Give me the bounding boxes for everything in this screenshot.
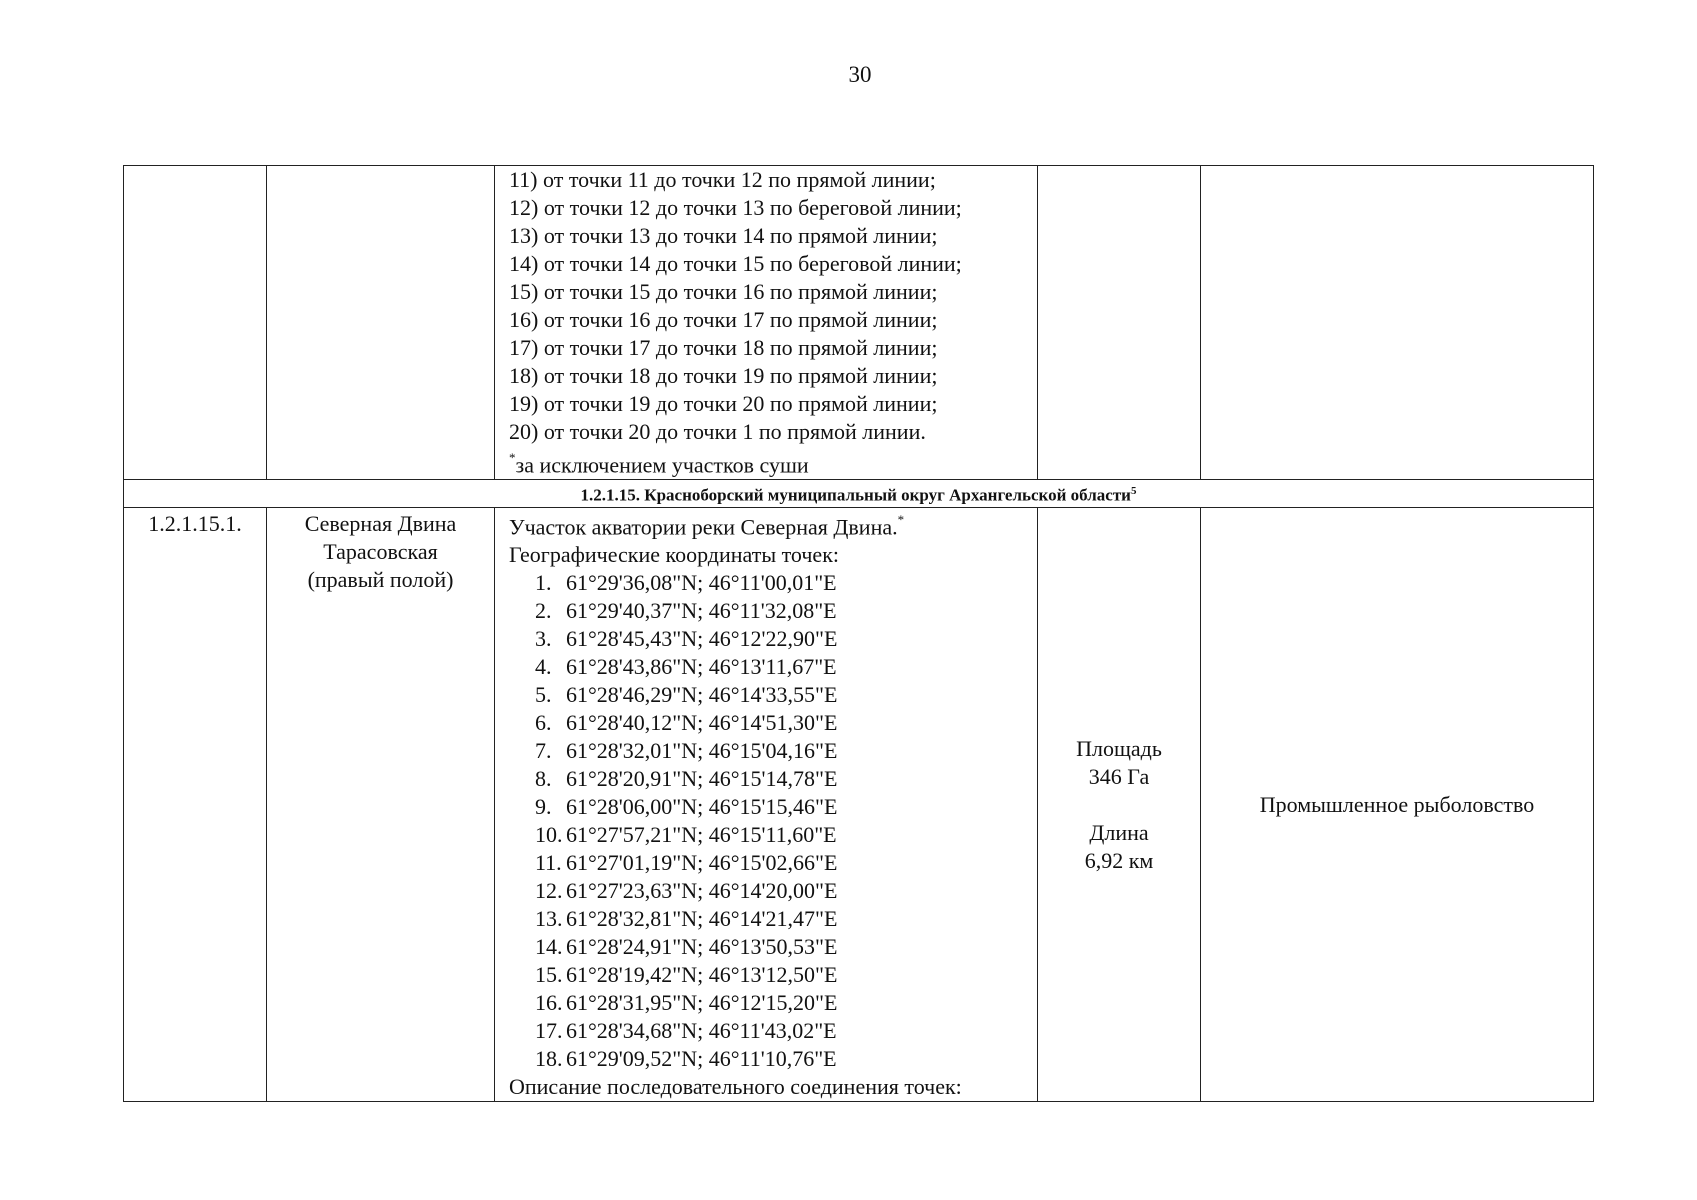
coordinate-index: 6. — [535, 710, 552, 736]
coordinate-value: 61°28'31,95"N; 46°12'15,20"E — [566, 990, 838, 1016]
continued-size-cell — [1038, 166, 1201, 480]
section-header-row — [124, 480, 1594, 508]
coordinate-value: 61°28'24,91"N; 46°13'50,53"E — [566, 934, 838, 960]
section-footnote-mark: 5 — [1130, 485, 1137, 498]
coordinate-index: 9. — [535, 794, 552, 820]
continued-number-cell — [124, 166, 267, 480]
coordinate-item — [509, 765, 1037, 793]
connection-line: 17) от точки 17 до точки 18 по прямой линии; — [509, 335, 938, 360]
coordinate-index: 15. — [535, 962, 563, 988]
coordinate-value: 61°28'40,12"N; 46°14'51,30"E — [566, 710, 838, 736]
connection-line: 20) от точки 20 до точки 1 по прямой линии. — [509, 419, 926, 444]
coordinate-index: 17. — [535, 1018, 563, 1044]
coordinate-index: 4. — [535, 654, 552, 680]
coordinate-item — [509, 653, 1037, 681]
coordinate-value: 61°28'20,91"N; 46°15'14,78"E — [566, 766, 838, 792]
continued-name-cell — [267, 166, 495, 480]
coordinate-value: 61°28'32,01"N; 46°15'04,16"E — [566, 738, 838, 764]
coordinate-value: 61°28'34,68"N; 46°11'43,02"E — [566, 1018, 837, 1044]
table-row-entry — [124, 507, 1594, 1101]
coordinate-index: 8. — [535, 766, 552, 792]
length-label: Длина — [1089, 819, 1149, 845]
connection-lines — [495, 166, 1037, 446]
coordinate-index: 18. — [535, 1046, 563, 1072]
connection-line: 18) от точки 18 до точки 19 по прямой линии; — [509, 363, 938, 388]
entry-name — [267, 507, 495, 1101]
coordinate-value: 61°27'01,19"N; 46°15'02,66"E — [566, 850, 838, 876]
coordinate-index: 11. — [535, 850, 562, 876]
coordinate-item — [509, 933, 1037, 961]
note-text: за исключением участков суши — [515, 452, 809, 478]
coordinate-item — [509, 597, 1037, 625]
page-number: 30 — [848, 62, 872, 87]
connection-line: 15) от точки 15 до точки 16 по прямой линии; — [509, 279, 938, 304]
entry-number: 1.2.1.15.1. — [124, 507, 267, 1101]
coordinate-value: 61°29'40,37"N; 46°11'32,08"E — [566, 598, 837, 624]
coordinate-value: 61°28'46,29"N; 46°14'33,55"E — [566, 682, 838, 708]
coordinate-index: 5. — [535, 682, 552, 708]
coordinate-value: 61°28'19,42"N; 46°13'12,50"E — [566, 962, 838, 988]
coordinate-item — [509, 989, 1037, 1017]
connection-line: 12) от точки 12 до точки 13 по береговой линии; — [509, 195, 962, 220]
coordinate-item — [509, 905, 1037, 933]
coordinate-index: 7. — [535, 738, 552, 764]
entry-intro-mark: * — [897, 511, 905, 527]
coordinate-item — [509, 569, 1037, 597]
coordinate-index: 12. — [535, 878, 563, 904]
entry-usage: Промышленное рыболовство — [1201, 507, 1594, 1101]
coordinate-item — [509, 1045, 1037, 1073]
table-row-continued — [124, 166, 1594, 480]
coordinate-item — [509, 1017, 1037, 1045]
coordinate-item — [509, 849, 1037, 877]
coordinate-item — [509, 625, 1037, 653]
connection-line: 11) от точки 11 до точки 12 по прямой линии; — [509, 167, 936, 192]
coordinate-value: 61°29'36,08"N; 46°11'00,01"E — [566, 570, 837, 596]
entry-name-line: Тарасовская — [323, 538, 438, 564]
coordinate-item — [509, 821, 1037, 849]
fishing-areas-table — [123, 165, 1594, 1102]
entry-name-line: Северная Двина — [304, 510, 457, 536]
continued-description-cell — [495, 166, 1038, 480]
coordinate-index: 3. — [535, 626, 552, 652]
connection-line: 16) от точки 16 до точки 17 по прямой линии; — [509, 307, 938, 332]
entry-name-line: (правый полой) — [307, 566, 454, 592]
entry-description — [495, 507, 1038, 1101]
note-mark: * — [509, 450, 516, 465]
coordinate-item — [509, 961, 1037, 989]
exclusion-note — [495, 446, 1037, 479]
coordinate-value: 61°27'23,63"N; 46°14'20,00"E — [566, 878, 838, 904]
connection-line: 13) от точки 13 до точки 14 по прямой линии; — [509, 223, 938, 248]
coordinate-value: 61°28'45,43"N; 46°12'22,90"E — [566, 626, 838, 652]
connection-heading: Описание последовательного соединения точек: — [509, 1074, 962, 1100]
coordinate-value: 61°28'06,00"N; 46°15'15,46"E — [566, 794, 838, 820]
coordinate-index: 16. — [535, 990, 563, 1016]
section-title-text: 1.2.1.15. Красноборский муниципальный округ Архангельской области — [580, 485, 1131, 505]
connection-line: 19) от точки 19 до точки 20 по прямой линии; — [509, 391, 938, 416]
coordinate-index: 2. — [535, 598, 552, 624]
coordinate-index: 1. — [535, 570, 552, 596]
length-value: 6,92 км — [1084, 847, 1154, 873]
coordinate-item — [509, 877, 1037, 905]
coordinate-item — [509, 709, 1037, 737]
coordinate-value: 61°27'57,21"N; 46°15'11,60"E — [566, 822, 837, 848]
continued-usage-cell — [1201, 166, 1594, 480]
coordinate-value: 61°28'43,86"N; 46°13'11,67"E — [566, 654, 837, 680]
connection-line: 14) от точки 14 до точки 15 по береговой линии; — [509, 251, 962, 276]
coordinate-index: 13. — [535, 906, 563, 932]
coordinate-value: 61°29'09,52"N; 46°11'10,76"E — [566, 1046, 837, 1072]
coordinate-index: 10. — [535, 822, 563, 848]
section-title — [124, 480, 1594, 508]
coordinates-list — [509, 569, 1037, 1073]
entry-intro: Участок акватории реки Северная Двина. — [509, 514, 898, 540]
entry-size — [1038, 507, 1201, 1101]
area-label: Площадь — [1076, 735, 1162, 761]
coordinate-index: 14. — [535, 934, 563, 960]
coords-heading: Географические координаты точек: — [509, 542, 839, 568]
coordinate-item — [509, 793, 1037, 821]
coordinate-value: 61°28'32,81"N; 46°14'21,47"E — [566, 906, 838, 932]
coordinate-item — [509, 737, 1037, 765]
area-value: 346 Га — [1088, 763, 1150, 789]
coordinate-item — [509, 681, 1037, 709]
